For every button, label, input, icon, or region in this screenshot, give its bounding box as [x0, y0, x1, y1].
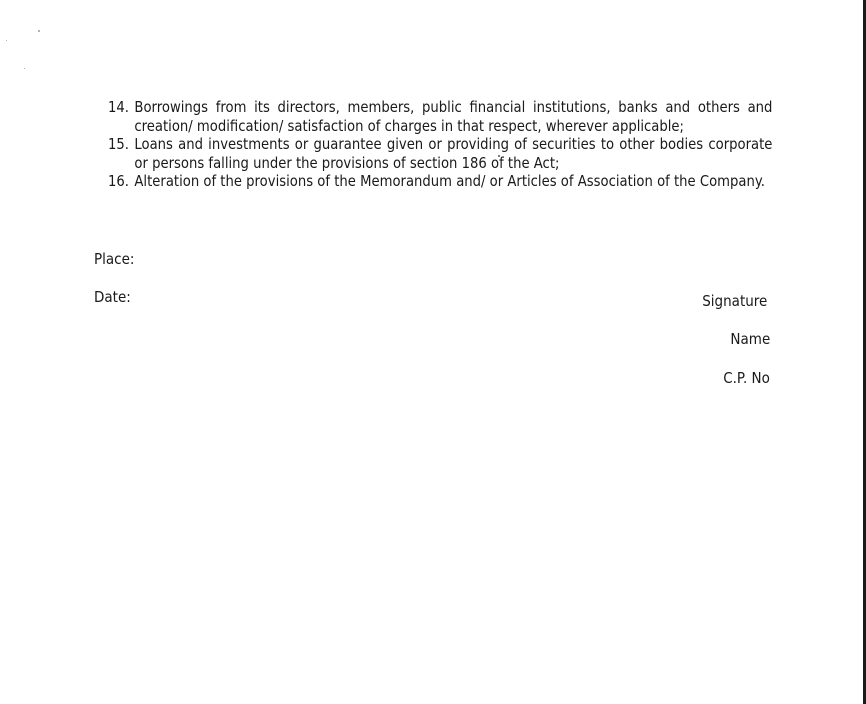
item-text: Alteration of the provisions of the Memorandum and/ or Articles of Association of the Company.: [134, 172, 765, 190]
date-label: Date:: [94, 288, 131, 306]
list-item: [108, 172, 772, 191]
scan-speck: [38, 30, 40, 32]
list-item: [108, 98, 772, 135]
item-number: 15.: [108, 135, 129, 153]
item-number: 14.: [108, 98, 129, 116]
scan-speck: [6, 40, 7, 41]
signature-label: Signature: [701, 292, 767, 310]
name-label: Name: [730, 330, 770, 348]
item-text: Borrowings from its directors, members, public financial institutions, banks and others and creation/ modification/ satisfaction of charges in that respect, wherever applicable;: [134, 98, 773, 135]
item-list: [108, 98, 772, 191]
item-number: 16.: [108, 172, 129, 190]
item-text: Loans and investments or guarantee given or providing of securities to other bodies corporate or persons falling under the provisions of section 186 of the Act;: [134, 135, 773, 172]
scan-speck: [24, 68, 25, 69]
cp-number-label: C.P. No: [723, 369, 770, 387]
list-item: [108, 135, 772, 172]
place-label: Place:: [94, 250, 135, 268]
